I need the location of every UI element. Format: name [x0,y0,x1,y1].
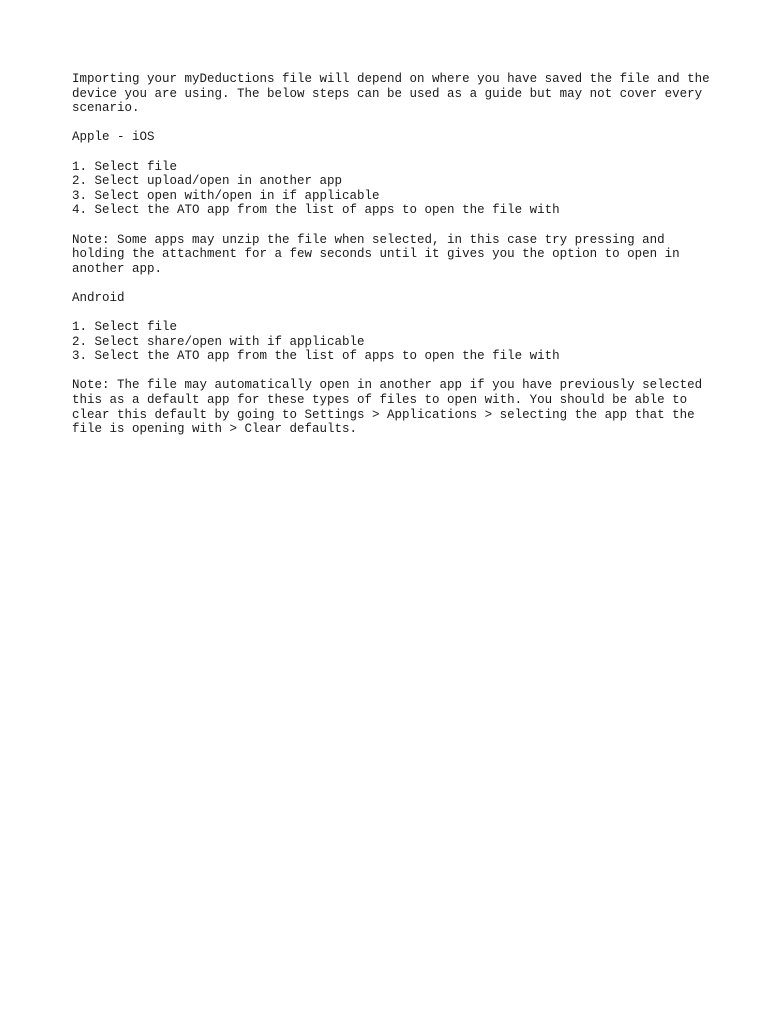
step-item: 2. Select share/open with if applicable [72,334,365,349]
step-item: 1. Select file [72,320,178,335]
section-heading: Android [72,290,125,305]
step-item: 3. Select the ATO app from the list of apps to open the file with [72,349,560,364]
section-android [72,291,712,437]
intro-paragraph: Importing your myDeductions file will depend on where you have saved the file and the device you are using. The below steps can be used as a guide but may not cover every scenario. [72,72,718,116]
steps-list [72,320,712,364]
step-item: 1. Select file [72,159,178,174]
note-paragraph: Note: Some apps may unzip the file when selected, in this case try pressing and holding the attachment for a few seconds until it gives you the option to open in another app. [72,232,688,276]
step-item: 2. Select upload/open in another app [72,174,343,189]
document-body [72,72,718,451]
step-item: 4. Select the ATO app from the list of apps to open the file with [72,203,560,218]
note-paragraph: Note: The file may automatically open in another app if you have previously selected this as a default app for these types of files to open with. You should be able to clear this default by going to Settings > Applications > selecting the app that the file is opening with > Clear defaults. [72,378,710,437]
step-item: 3. Select open with/open in if applicable [72,188,380,203]
steps-list [72,160,712,218]
section-heading: Apple - iOS [72,130,155,145]
section-apple-ios [72,130,712,276]
